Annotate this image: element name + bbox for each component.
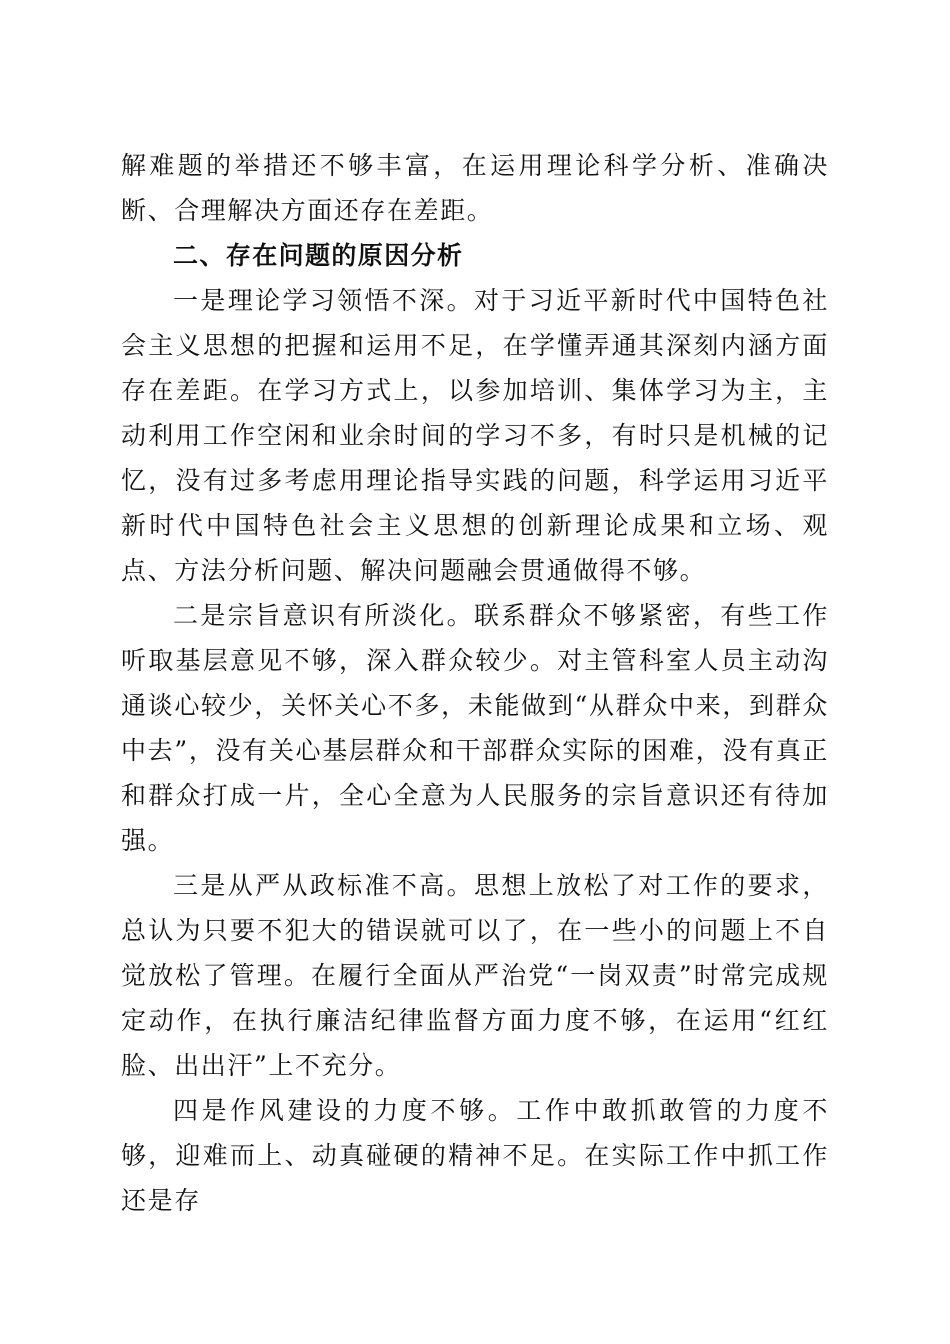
paragraph-lead: 一是理论学习领悟不深。: [173, 286, 475, 315]
paragraph-body: 思想上放松了对工作的要求，总认为只要不犯大的错误就可以了，在一些小的问题上不自觉放松了管理。在履行全面从严治党“一岗双责”时常完成规定动作，在执行廉洁纪律监督方面力度不够，在运用“红红脸、出出汗”上不充分。: [121, 871, 829, 1080]
paragraph-strict-standards: [121, 863, 829, 1088]
paragraph-lead: 三是从严从政标准不高。: [173, 871, 475, 900]
section-heading: 二、存在问题的原因分析: [173, 241, 464, 270]
continuation-paragraph: 解难题的举措还不够丰富，在运用理论科学分析、准确决断、合理解决方面还存在差距。: [121, 151, 829, 225]
paragraph-body: 工作中敢抓敢管的力度不够，迎难而上、动真碰硬的精神不足。在实际工作中抓工作还是存: [121, 1096, 829, 1215]
paragraph-purpose-awareness: [121, 593, 829, 863]
paragraph-lead: 四是作风建设的力度不够。: [173, 1096, 517, 1125]
paragraph-work-style: [121, 1088, 829, 1223]
paragraph-theory-study: [121, 278, 829, 593]
document-body: [121, 143, 829, 1223]
paragraph-body: 对于习近平新时代中国特色社会主义思想的把握和运用不足，在学懂弄通其深刻内涵方面存在差距。在学习方式上，以参加培训、集体学习为主，主动利用工作空闲和业余时间的学习不多，有时只是机械的记忆，没有过多考虑用理论指导实践的问题，科学运用习近平新时代中国特色社会主义思想的创新理论成果和立场、观点、方法分析问题、解决问题融会贯通做得不够。: [121, 286, 829, 585]
paragraph-lead: 二是宗旨意识有所淡化。: [173, 601, 475, 630]
paragraph-body: 联系群众不够紧密，有些工作听取基层意见不够，深入群众较少。对主管科室人员主动沟通谈心较少，关怀关心不多，未能做到“从群众中来，到群众中去”，没有关心基层群众和干部群众实际的困难，没有真正和群众打成一片，全心全意为人民服务的宗旨意识还有待加强。: [121, 601, 829, 855]
